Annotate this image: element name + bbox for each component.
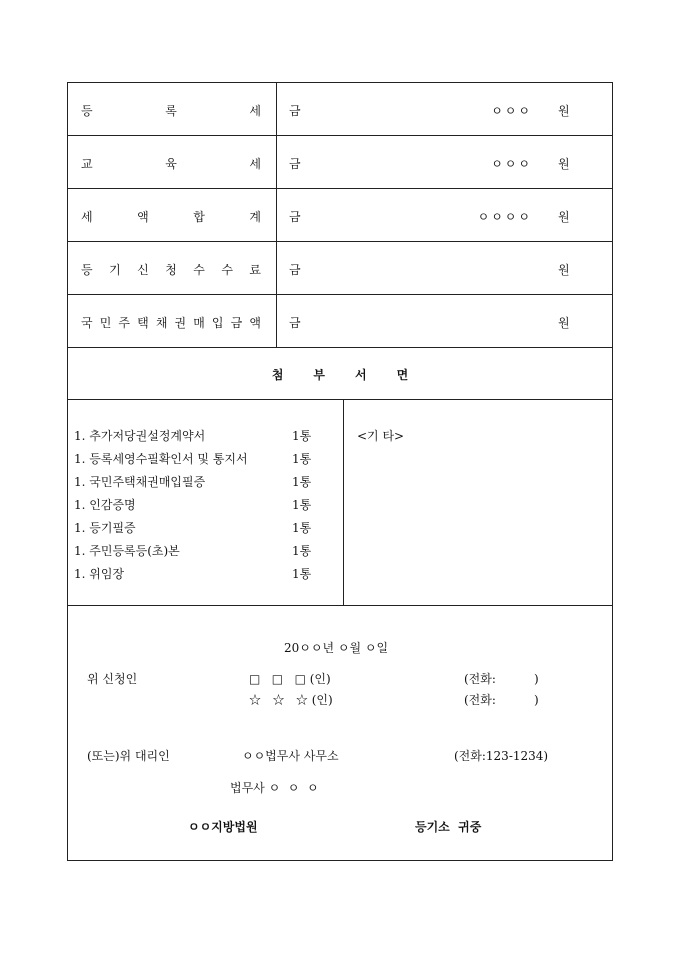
registry-office-recipient: 등기소 귀중 — [415, 820, 482, 834]
list-item-count: 1통 — [292, 452, 312, 466]
divider — [68, 605, 612, 606]
fee-label: 교 육 세 — [81, 157, 261, 171]
applicant-label: 위 신청인 — [87, 672, 138, 686]
list-item: 1. 위임장 — [74, 567, 125, 581]
fee-label: 국 민 주 택 채 권 매 입 금 액 — [81, 316, 261, 330]
divider — [68, 188, 612, 189]
agent-phone: (전화:123-1234) — [454, 749, 549, 763]
agent-label: (또는)위 대리인 — [87, 749, 170, 763]
fee-won: 원 — [558, 157, 570, 171]
fee-won: 원 — [558, 210, 570, 224]
attachments-title: 첨부서면 — [271, 368, 439, 382]
list-item: 1. 국민주택채권매입필증 — [74, 475, 206, 489]
list-item-count: 1통 — [292, 475, 312, 489]
other-attachments-label: <기 타> — [357, 429, 405, 443]
list-item-count: 1통 — [292, 567, 312, 581]
applicant-phone-2: (전화: ) — [464, 693, 539, 707]
application-date: 20ㅇㅇ년 ㅇ월 ㅇ일 — [284, 641, 389, 655]
fee-amount: ㅇㅇㅇ — [491, 104, 532, 118]
fee-geum: 금 — [289, 157, 301, 171]
list-item: 1. 등록세영수필확인서 및 통지서 — [74, 452, 248, 466]
list-item-count: 1통 — [292, 429, 312, 443]
fee-geum: 금 — [289, 316, 301, 330]
fee-label: 등 록 세 — [81, 104, 261, 118]
divider — [68, 241, 612, 242]
applicant-phone-1: (전화: ) — [464, 672, 539, 686]
fee-won: 원 — [558, 104, 570, 118]
list-item: 1. 인감증명 — [74, 498, 136, 512]
divider — [68, 347, 612, 348]
attachment-column-divider — [343, 399, 344, 605]
list-item-count: 1통 — [292, 521, 312, 535]
fee-amount: ㅇㅇㅇ — [491, 157, 532, 171]
list-item: 1. 등기필증 — [74, 521, 136, 535]
fee-label: 세 액 합 계 — [81, 210, 261, 224]
list-item-count: 1통 — [292, 498, 312, 512]
list-item: 1. 추가저당권설정계약서 — [74, 429, 206, 443]
registration-form — [67, 82, 613, 861]
court-name: ㅇㅇ지방법원 — [188, 820, 258, 834]
judicial-scrivener: 법무사 ㅇ ㅇ ㅇ — [230, 781, 319, 795]
divider — [68, 399, 612, 400]
applicant-seal-line-1: □ □ □ (인) — [249, 672, 331, 686]
fee-geum: 금 — [289, 210, 301, 224]
divider — [68, 294, 612, 295]
fee-label: 등 기 신 청 수 수 료 — [81, 263, 261, 277]
divider — [68, 135, 612, 136]
fee-column-divider — [276, 83, 277, 347]
fee-geum: 금 — [289, 263, 301, 277]
list-item-count: 1통 — [292, 544, 312, 558]
fee-geum: 금 — [289, 104, 301, 118]
fee-amount: ㅇㅇㅇㅇ — [477, 210, 532, 224]
law-office-name: ㅇㅇ법무사 사무소 — [242, 749, 339, 763]
applicant-seal-line-2: ☆ ☆ ☆ (인) — [249, 693, 333, 707]
fee-won: 원 — [558, 263, 570, 277]
fee-won: 원 — [558, 316, 570, 330]
list-item: 1. 주민등록등(초)본 — [74, 544, 180, 558]
